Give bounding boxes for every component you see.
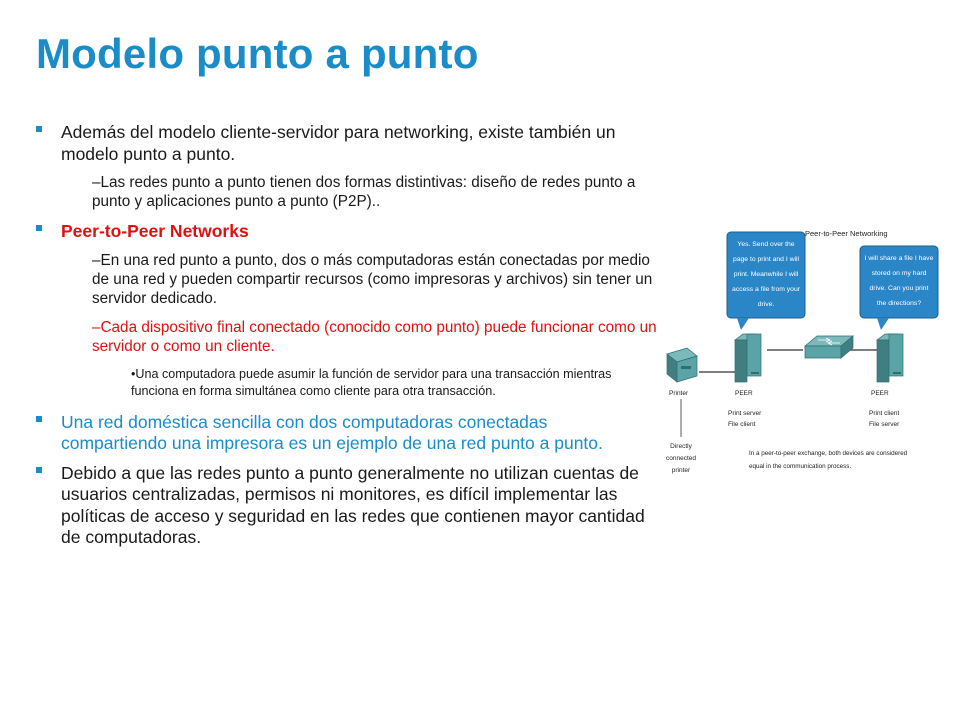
printer-note-line: Directly — [670, 443, 692, 450]
bullet-item — [36, 221, 658, 243]
bubble-text-line: drive. — [757, 301, 775, 308]
left-speech-bubble — [727, 232, 805, 330]
printer-note-line: printer — [671, 467, 691, 474]
printer-icon — [667, 348, 697, 382]
peer-left-label: PEER — [735, 390, 753, 397]
bubble-text-line: access a file from your — [732, 286, 800, 293]
bullet-item — [36, 463, 658, 549]
bubble-text-line: print. Meanwhile I will — [733, 271, 799, 278]
printer-label: Printer — [669, 390, 689, 397]
caption-line: In a peer-to-peer exchange, both devices are considered — [749, 450, 908, 457]
peer-role-line: File client — [728, 421, 756, 428]
peer-role-line: Print server — [728, 410, 762, 417]
computer-icon — [877, 334, 903, 382]
bullet-text: Peer-to-Peer Networks — [61, 221, 249, 241]
square-bullet-icon — [36, 416, 42, 422]
square-bullet-icon — [36, 126, 42, 132]
bubble-text-line: drive. Can you print — [869, 285, 929, 292]
bullet-item — [36, 412, 658, 455]
peer-role-line: File server — [869, 421, 900, 428]
right-speech-bubble — [860, 246, 938, 330]
sub-bullet-item: –Las redes punto a punto tienen dos formas distintivas: diseño de redes punto a punto y aplicaciones punto a punto (P2P).. — [92, 174, 636, 210]
sub-bullet-item: –Cada dispositivo final conectado (conocido como punto) puede funcionar como un servidor o como un cliente. — [92, 318, 657, 355]
bubble-text-line: the directions? — [876, 300, 922, 307]
caption-line: equal in the communication process. — [749, 463, 852, 470]
bubble-text-line: I will share a file I have — [864, 255, 934, 262]
diagram-heading: Peer-to-Peer Networking — [805, 229, 888, 238]
square-bullet-icon — [36, 467, 42, 473]
peer-role-line: Print client — [869, 410, 900, 417]
bullet-text: Debido a que las redes punto a punto generalmente no utilizan cuentas de usuarios centralizadas, permisos ni monitores, es difícil implementar las políticas de acceso y seguridad en las redes que contienen mayor cantidad de computadoras. — [61, 462, 645, 547]
printer-note-line: connected — [666, 455, 696, 462]
sub-sub-bullet-item: •Una computadora puede asumir la función de servidor para una transacción mientras funciona en forma simultánea como cliente para otra transacción. — [131, 366, 612, 398]
bullet-item — [36, 122, 658, 165]
bubble-text-line: Yes. Send over the — [737, 241, 795, 248]
computer-icon — [735, 334, 761, 382]
peer-right-label: PEER — [871, 390, 889, 397]
bubble-text-line: page to print and I will — [732, 256, 800, 263]
bullet-text: Además del modelo cliente-servidor para networking, existe también un modelo punto a punto. — [61, 122, 616, 164]
bullet-text: Una red doméstica sencilla con dos computadoras conectadas compartiendo una impresora es un ejemplo de una red punto a punto. — [61, 411, 603, 453]
bubble-text-line: stored on my hard — [871, 270, 927, 277]
peer-to-peer-diagram — [655, 222, 960, 492]
bullet-list — [36, 122, 658, 557]
square-bullet-icon — [36, 225, 42, 231]
slide-title: Modelo punto a punto — [36, 30, 479, 77]
sub-bullet-item: –En una red punto a punto, dos o más computadoras están conectadas por medio de una red y pueden compartir recursos (como impresoras y archivos) sin tener un servidor dedicado. — [92, 251, 653, 307]
switch-icon — [805, 336, 853, 358]
